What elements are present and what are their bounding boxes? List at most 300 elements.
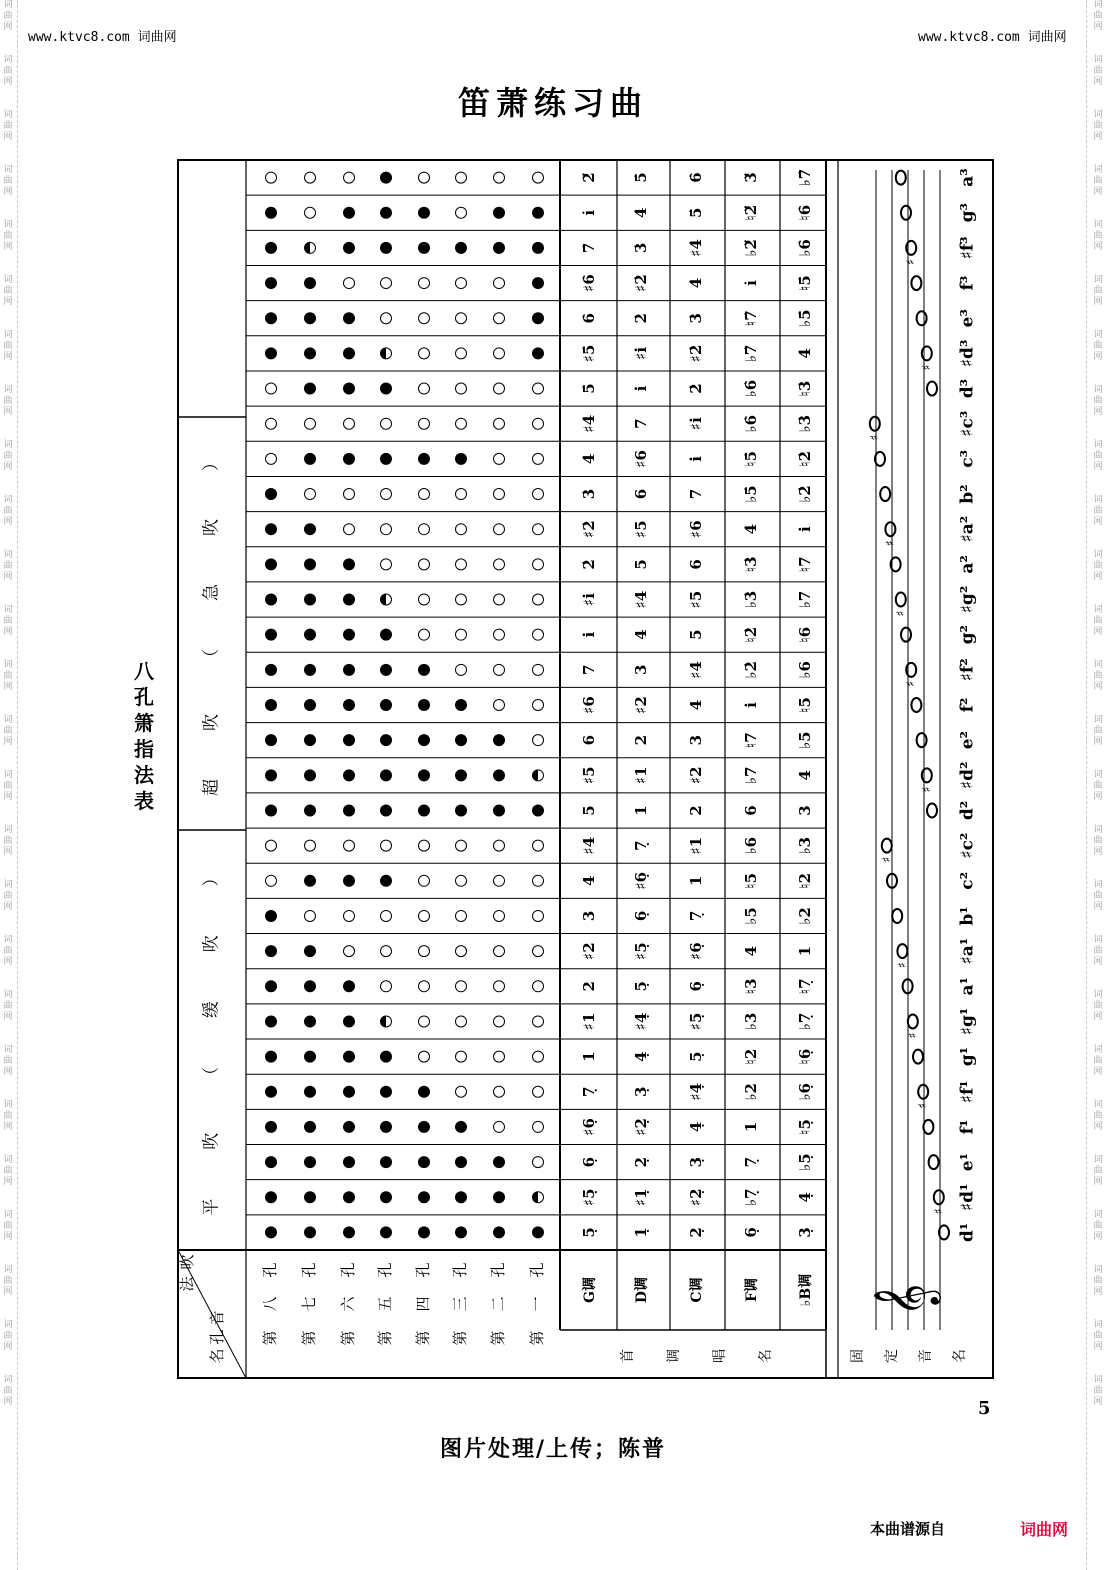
solfege-note: 4̇ (742, 523, 760, 535)
hole-closed-icon (380, 699, 392, 711)
solfege-note: ♮3̇ (742, 556, 760, 573)
fixed-pitch-name: ♯f¹ (957, 1080, 978, 1104)
hole-open-icon (305, 207, 316, 218)
fixed-pitch-name: a³ (957, 168, 978, 187)
solfege-note: ♮2 (742, 1048, 760, 1065)
hole-name-8: 孔 (528, 1262, 546, 1278)
solfege-note: 5̣ (687, 1051, 705, 1062)
hole-closed-icon (380, 383, 392, 395)
hole-open-icon (305, 489, 316, 500)
hole-closed-icon (343, 312, 355, 324)
hole-open-icon (419, 1051, 430, 1062)
staff-note-icon (911, 698, 921, 712)
solfege-note: ♯i (580, 593, 598, 607)
hole-closed-icon (493, 1156, 505, 1168)
page-title: 笛萧练习曲 (457, 84, 648, 122)
solfege-note: ♯2̣ (687, 1188, 705, 1207)
hole-closed-icon (380, 242, 392, 254)
fixed-pitch-name: ♯f² (957, 658, 978, 682)
fixed-pitch-name: f¹ (957, 1119, 978, 1135)
solfege-note: ♯5̣ (687, 1012, 706, 1031)
solfege-note: 5̣ (632, 981, 650, 992)
hole-open-icon (381, 489, 392, 500)
hole-closed-icon (455, 453, 467, 465)
hole-closed-icon (265, 910, 277, 922)
staff-note-icon (927, 382, 937, 396)
solfege-note: 7̣ (580, 1086, 598, 1097)
hole-closed-icon (532, 207, 544, 219)
staff-note-icon (922, 346, 932, 360)
solfege-note: 4̇ (580, 453, 598, 465)
chart-title-char: 八 (134, 659, 154, 683)
hole-closed-icon (343, 1051, 355, 1063)
hole-closed-icon (265, 1121, 277, 1133)
hole-open-icon (494, 559, 505, 570)
solfege-note: ♭2̇ (796, 485, 814, 503)
hole-name-2: 七 (300, 1296, 318, 1312)
fixed-label: 定 (884, 1349, 900, 1363)
solfege-note: ♭7̣ (796, 1012, 815, 1031)
key-name: G调 (582, 1277, 598, 1303)
solfege-note: 1 (742, 1121, 760, 1133)
solfege-note: ♭5̇ (742, 485, 760, 503)
hole-closed-icon (532, 1226, 544, 1238)
hole-closed-icon (304, 558, 316, 570)
hole-closed-icon (304, 1015, 316, 1027)
hole-closed-icon (265, 488, 277, 500)
staff-note-icon (911, 276, 921, 290)
chart-title-char: 法 (134, 763, 154, 787)
hole-open-icon (494, 313, 505, 324)
hole-open-icon (419, 313, 430, 324)
solfege-note: 3̈ (742, 172, 760, 183)
staff-note-icon (913, 1050, 923, 1064)
hole-closed-icon (343, 347, 355, 359)
hole-open-icon (456, 559, 467, 570)
solfege-note: ♭7̣ (742, 1188, 760, 1207)
staff-sharp-icon: ♯ (894, 962, 909, 969)
hole-closed-icon (265, 664, 277, 676)
hole-closed-icon (343, 1121, 355, 1133)
hole-open-icon (494, 594, 505, 605)
hole-closed-icon (343, 804, 355, 816)
solfege-note: 5 (632, 559, 650, 570)
solfege-note: ♮2̇ (796, 450, 814, 467)
hole-closed-icon (304, 875, 316, 887)
chart-title-char: 孔 (134, 685, 154, 709)
hole-open-icon (533, 946, 544, 957)
hole-closed-icon (418, 769, 430, 781)
header-hole-name: 音 (208, 1310, 226, 1326)
fixed-pitch-name: ♯g¹ (957, 1007, 978, 1036)
hole-open-icon (456, 383, 467, 394)
section-label-overblow: 超 (201, 779, 222, 796)
section-label-normal: 吹 (201, 935, 222, 953)
solfege-note: ♮3 (742, 978, 760, 995)
hole-closed-icon (418, 664, 430, 676)
hole-open-icon (381, 418, 392, 429)
hole-name-5: 第 (414, 1330, 432, 1346)
solfege-note: 5̇ (632, 172, 650, 183)
hole-closed-icon (265, 1191, 277, 1203)
hole-open-icon (533, 1157, 544, 1168)
hole-half-fill (381, 348, 386, 359)
hole-open-icon (533, 910, 544, 921)
hole-closed-icon (304, 1051, 316, 1063)
hole-closed-icon (455, 734, 467, 746)
fixed-pitch-name: ♯d² (957, 761, 978, 790)
staff-note-icon (882, 839, 892, 853)
solfege-note: i (796, 526, 814, 533)
hole-closed-icon (265, 523, 277, 535)
solfege-note: ♯5 (580, 766, 598, 785)
section-label-overblow: 吹 (201, 714, 222, 731)
fixed-pitch-name: a¹ (957, 977, 978, 996)
solfege-note: ♯4̇ (687, 239, 705, 257)
hole-name-8: 一 (528, 1296, 546, 1312)
hole-open-icon (533, 981, 544, 992)
section-label-normal: （ (201, 1066, 222, 1084)
hole-closed-icon (304, 1121, 316, 1133)
hole-closed-icon (265, 1086, 277, 1098)
hole-open-icon (266, 418, 277, 429)
hole-closed-icon (265, 980, 277, 992)
hole-closed-icon (380, 1156, 392, 1168)
fixed-pitch-name: g³ (957, 203, 978, 223)
hole-closed-icon (380, 769, 392, 781)
solfege-note: ♮5̇ (742, 450, 760, 467)
hole-closed-icon (265, 804, 277, 816)
solfege-note: ♮6 (796, 626, 814, 643)
hole-open-icon (494, 453, 505, 464)
hole-open-icon (494, 840, 505, 851)
hole-open-icon (419, 840, 430, 851)
staff-note-icon (901, 628, 911, 642)
hole-open-icon (381, 910, 392, 921)
hole-open-icon (533, 418, 544, 429)
hole-open-icon (419, 910, 430, 921)
solfege-note: ♭6̇ (796, 239, 814, 257)
solfege-note: 2̈ (580, 172, 598, 183)
hole-name-6: 三 (451, 1296, 469, 1312)
staff-sharp-icon: ♯ (919, 786, 934, 793)
solfege-note: i (632, 385, 650, 392)
solfege-note: ♯5̇ (580, 344, 598, 363)
hole-open-icon (494, 418, 505, 429)
fixed-pitch-name: a² (957, 555, 978, 574)
solfege-note: ♯4 (687, 660, 705, 679)
solfege-note: 2 (580, 981, 598, 992)
hole-open-icon (344, 278, 355, 289)
hole-name-1: 第 (261, 1330, 279, 1346)
hole-closed-icon (343, 453, 355, 465)
solfege-note: ♭2̈ (742, 239, 760, 257)
hole-open-icon (494, 1121, 505, 1132)
hole-closed-icon (418, 453, 430, 465)
solfege-note: ♯4 (580, 836, 598, 855)
staff-note-icon (908, 1014, 918, 1028)
hole-open-icon (494, 172, 505, 183)
solfege-label: 唱 (712, 1349, 728, 1363)
hole-closed-icon (304, 1226, 316, 1238)
staff-note-icon (880, 487, 890, 501)
hole-closed-icon (265, 242, 277, 254)
solfege-note: 1 (796, 945, 814, 957)
hole-open-icon (494, 489, 505, 500)
solfege-note: ♯2 (580, 942, 598, 960)
fixed-pitch-name: d² (957, 800, 978, 821)
solfege-note: 1 (632, 805, 650, 816)
staff-sharp-icon: ♯ (915, 1102, 930, 1109)
solfege-note: 6 (742, 805, 760, 816)
solfege-note: ♯1 (580, 1012, 599, 1031)
hole-open-icon (419, 418, 430, 429)
section-label-overblow: ） (201, 454, 222, 471)
hole-name-2: 第 (300, 1330, 318, 1346)
hole-open-icon (533, 489, 544, 500)
hole-open-icon (381, 278, 392, 289)
staff-note-icon (896, 593, 906, 607)
fixed-pitch-name: ♯c² (957, 832, 978, 859)
solfege-note: ♯1̣ (632, 1188, 650, 1207)
hole-closed-icon (304, 1156, 316, 1168)
staff-note-icon (934, 1190, 944, 1204)
hole-closed-icon (343, 1156, 355, 1168)
hole-closed-icon (380, 804, 392, 816)
hole-open-icon (533, 875, 544, 886)
solfege-note: ♭3̇ (796, 414, 814, 433)
staff-sharp-icon: ♯ (903, 258, 918, 265)
hole-open-icon (456, 664, 467, 675)
chart-title-char: 表 (134, 789, 154, 813)
hole-half-fill (381, 594, 386, 605)
hole-closed-icon (532, 347, 544, 359)
hole-closed-icon (304, 523, 316, 535)
hole-open-icon (456, 172, 467, 183)
staff-note-icon (918, 1085, 928, 1099)
staff-note-icon (896, 171, 906, 185)
hole-open-icon (344, 489, 355, 500)
hole-closed-icon (304, 734, 316, 746)
hole-open-icon (456, 348, 467, 359)
hole-closed-icon (343, 769, 355, 781)
solfege-note: ♮2̈ (742, 204, 760, 221)
hole-open-icon (456, 1086, 467, 1097)
solfege-note: ♮2̇ (742, 626, 760, 643)
hole-closed-icon (304, 769, 316, 781)
solfege-note: 5̇ (687, 207, 705, 218)
source-label: 本曲谱源自 (870, 1520, 946, 1538)
hole-closed-icon (455, 1121, 467, 1133)
hole-open-icon (456, 207, 467, 218)
hole-half-fill (533, 1192, 539, 1203)
hole-open-icon (381, 559, 392, 570)
hole-closed-icon (265, 207, 277, 219)
hole-open-icon (344, 840, 355, 851)
solfege-note: 7 (632, 418, 650, 429)
hole-closed-icon (304, 664, 316, 676)
hole-open-icon (305, 172, 316, 183)
hole-closed-icon (304, 453, 316, 465)
solfege-note: ♯6 (632, 450, 650, 468)
hole-closed-icon (343, 207, 355, 219)
hole-open-icon (533, 629, 544, 640)
hole-closed-icon (343, 664, 355, 676)
hole-closed-icon (380, 1191, 392, 1203)
hole-open-icon (266, 383, 277, 394)
hole-open-icon (419, 383, 430, 394)
hole-closed-icon (265, 734, 277, 746)
solfege-note: ♭7 (796, 590, 814, 609)
header-blow-method: 吹 (178, 1254, 196, 1270)
solfege-note: ♮3̇ (796, 380, 814, 397)
solfege-note: ♯4 (632, 590, 650, 609)
staff-note-icon (901, 206, 911, 220)
solfege-note: ♯1 (632, 766, 650, 785)
hole-open-icon (494, 629, 505, 640)
hole-open-icon (456, 875, 467, 886)
hole-open-icon (494, 524, 505, 535)
solfege-note: ♯6̇ (580, 274, 598, 292)
solfege-note: ♯5 (632, 520, 650, 539)
hole-closed-icon (380, 207, 392, 219)
hole-open-icon (266, 172, 277, 183)
section-label-normal: 吹 (201, 1132, 222, 1150)
solfege-note: ♮2 (796, 872, 814, 889)
solfege-note: i (687, 456, 705, 462)
hole-open-icon (419, 348, 430, 359)
hole-closed-icon (380, 172, 392, 184)
solfege-note: 4 (632, 629, 650, 640)
hole-closed-icon (304, 594, 316, 606)
solfege-note: 7̣ (687, 910, 705, 922)
solfege-note: ♮7̣ (796, 978, 814, 995)
hole-closed-icon (380, 1226, 392, 1238)
hole-open-icon (533, 1016, 544, 1027)
hole-closed-icon (493, 769, 505, 781)
solfege-label: 调 (666, 1349, 682, 1363)
fixed-pitch-name: c³ (957, 449, 978, 468)
solfege-note: ♯4̣ (632, 1012, 651, 1031)
solfege-note: ♭6̇ (742, 379, 760, 398)
hole-open-icon (533, 1051, 544, 1062)
hole-open-icon (456, 910, 467, 921)
hole-closed-icon (455, 804, 467, 816)
staff-sharp-icon: ♯ (905, 1032, 920, 1039)
hole-open-icon (494, 383, 505, 394)
fixed-pitch-name: e³ (957, 309, 978, 328)
hole-open-icon (419, 875, 430, 886)
fixed-pitch-name: e² (957, 731, 978, 750)
solfege-note: 4̇ (687, 277, 705, 289)
staff-note-icon (917, 733, 927, 747)
solfege-note: 6̇ (580, 313, 598, 324)
hole-closed-icon (532, 277, 544, 289)
right-edge-watermark: 词 曲 网 词 曲 网 词 曲 网 词 曲 网 词 曲 网 词 曲 网 词 曲 网 词 曲 网 词 曲 网 词 曲 网 词 曲 网 词 曲 网 词 曲 网 词 曲 网 词 曲 网 词 曲 网 词 曲 网 词 曲 网 词 曲 网 词 曲 网 词 曲 网 词 曲 网 词 曲 网 词 曲 网 词 曲 网 词 曲 网 (1093, 0, 1103, 1407)
hole-open-icon (494, 278, 505, 289)
hole-open-icon (494, 1016, 505, 1027)
source-brand-link[interactable]: 词曲网 (1020, 1520, 1069, 1539)
hole-open-icon (533, 453, 544, 464)
hole-name-2: 孔 (300, 1262, 318, 1278)
solfege-note: 3 (796, 805, 814, 816)
hole-closed-icon (532, 242, 544, 254)
hole-closed-icon (265, 1051, 277, 1063)
hole-name-1: 八 (261, 1296, 279, 1312)
hole-open-icon (419, 489, 430, 500)
section-label-normal: 缓 (201, 1001, 222, 1019)
hole-closed-icon (265, 1015, 277, 1027)
solfege-note: 6̣ (580, 1156, 598, 1168)
site-link-left[interactable]: www.ktvc8.com 词曲网 (28, 30, 177, 45)
hole-closed-icon (304, 312, 316, 324)
solfege-note: ♭5̇ (796, 309, 814, 327)
solfege-note: ♯2̣ (632, 1118, 650, 1136)
solfege-note: ♯2 (632, 696, 650, 714)
solfege-note: 6 (687, 559, 705, 570)
solfege-note: 5̇ (580, 383, 598, 394)
hole-open-icon (266, 875, 277, 886)
hole-closed-icon (418, 242, 430, 254)
hole-open-icon (305, 840, 316, 851)
hole-name-7: 第 (489, 1330, 507, 1346)
hole-open-icon (456, 946, 467, 957)
header-hole-name: 孔 (208, 1329, 226, 1345)
solfege-note: 4̇ (632, 207, 650, 218)
staff-sharp-icon: ♯ (867, 434, 882, 441)
staff-note-icon (892, 909, 902, 923)
hole-closed-icon (304, 383, 316, 395)
hole-closed-icon (265, 769, 277, 781)
fixed-pitch-name: ♯d³ (957, 339, 978, 368)
solfege-note: 5 (580, 805, 598, 816)
solfege-note: i̇ (580, 209, 598, 216)
hole-closed-icon (343, 242, 355, 254)
solfege-note: 3̇ (632, 242, 650, 254)
hole-closed-icon (304, 980, 316, 992)
hole-closed-icon (343, 734, 355, 746)
treble-clef-icon: 𝄞 (873, 1283, 939, 1317)
fixed-pitch-name: f³ (957, 275, 978, 291)
hole-open-icon (494, 348, 505, 359)
solfege-note: 5 (687, 629, 705, 640)
hole-open-icon (494, 946, 505, 957)
hole-closed-icon (455, 1226, 467, 1238)
hole-open-icon (533, 172, 544, 183)
site-link-right[interactable]: www.ktvc8.com 词曲网 (918, 30, 1067, 45)
solfege-note: 6̇ (687, 172, 705, 183)
hole-closed-icon (493, 804, 505, 816)
solfege-note: ♯2̇ (687, 344, 705, 363)
hole-closed-icon (418, 699, 430, 711)
solfege-note: 7̣ (742, 1156, 760, 1168)
section-label-overblow: 急 (201, 584, 222, 601)
solfege-note: ♭2 (742, 1083, 760, 1101)
hole-closed-icon (380, 875, 392, 887)
hole-open-icon (533, 735, 544, 746)
hole-closed-icon (265, 629, 277, 641)
hole-closed-icon (455, 1191, 467, 1203)
hole-closed-icon (380, 1051, 392, 1063)
hole-open-icon (419, 1016, 430, 1027)
hole-open-icon (344, 172, 355, 183)
solfege-note: ♭3 (796, 836, 814, 855)
hole-closed-icon (455, 769, 467, 781)
solfege-note: ♭5 (796, 731, 814, 749)
hole-closed-icon (418, 1156, 430, 1168)
page-number: 5 (978, 1398, 991, 1419)
hole-closed-icon (343, 699, 355, 711)
